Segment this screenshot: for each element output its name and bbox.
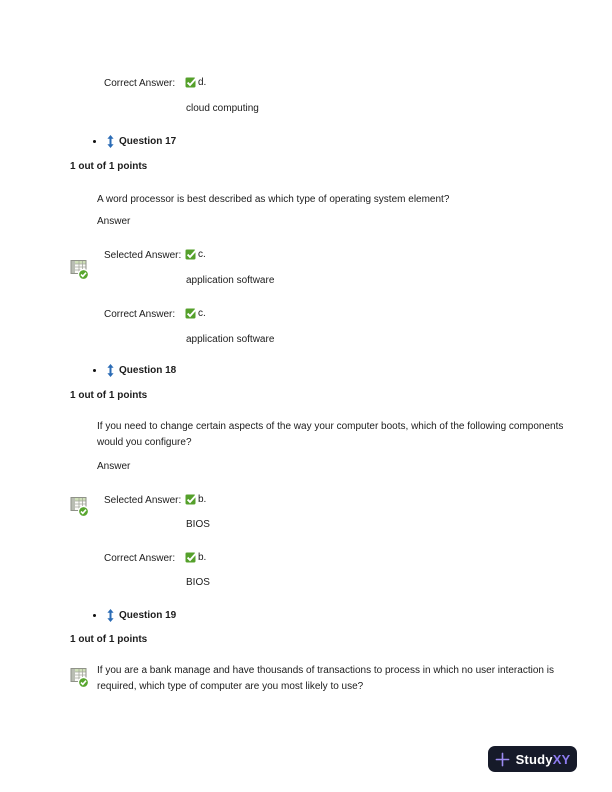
correct-answer-value (185, 551, 206, 563)
checkbox-checked-icon (185, 249, 197, 260)
correct-answer-value (185, 307, 206, 319)
points-label: 1 out of 1 points (70, 634, 148, 645)
question-text: If you are a bank manage and have thousands of transactions to process in which no user interaction is required, which type of computer are you most likely to use? (97, 665, 554, 692)
selected-answer-letter: b. (198, 493, 207, 505)
correct-answer-letter: c. (198, 307, 206, 319)
selected-answer-label: Selected Answer: (104, 495, 182, 506)
checkbox-checked-icon (185, 552, 197, 563)
question-text: If you need to change certain aspects of the way your computer boots, which of the following components would you configure? (97, 421, 564, 448)
brand-name-primary: Study (515, 751, 553, 767)
brand-name (516, 752, 571, 767)
question-correct-icon (70, 666, 90, 689)
selected-answer-text: application software (186, 275, 275, 286)
move-vertical-icon (107, 364, 114, 377)
answer-label: Answer (97, 216, 131, 227)
move-vertical-icon (107, 609, 114, 622)
selected-answer-value (185, 248, 206, 260)
checkbox-checked-icon (185, 308, 197, 319)
brand-name-accent: XY (552, 751, 571, 767)
correct-answer-letter: b. (198, 551, 207, 563)
answer-label: Answer (97, 461, 131, 472)
list-bullet (93, 140, 96, 143)
correct-answer-text: BIOS (186, 577, 210, 588)
question-title: Question 18 (119, 364, 177, 376)
question-text: A word processor is best described as which type of operating system element? (97, 194, 450, 205)
checkbox-checked-icon (185, 77, 197, 88)
question-header (93, 134, 176, 148)
correct-answer-letter: d. (198, 76, 207, 88)
correct-answer-value (185, 76, 206, 88)
correct-answer-label: Correct Answer: (104, 553, 176, 564)
points-label: 1 out of 1 points (70, 161, 148, 172)
question-correct-icon (70, 258, 90, 281)
question-title: Question 17 (119, 135, 177, 147)
list-bullet (93, 369, 96, 372)
list-bullet (93, 614, 96, 617)
correct-answer-text: cloud computing (186, 103, 259, 114)
selected-answer-label: Selected Answer: (104, 250, 182, 261)
checkbox-checked-icon (185, 494, 197, 505)
plus-icon (495, 752, 510, 767)
studyxy-badge[interactable] (488, 746, 577, 772)
question-header (93, 608, 176, 622)
selected-answer-value (185, 493, 206, 505)
move-vertical-icon (107, 135, 114, 148)
question-title: Question 19 (119, 609, 177, 621)
points-label: 1 out of 1 points (70, 390, 148, 401)
correct-answer-label: Correct Answer: (104, 78, 176, 89)
correct-answer-text: application software (186, 334, 275, 345)
selected-answer-letter: c. (198, 248, 206, 260)
correct-answer-label: Correct Answer: (104, 309, 176, 320)
selected-answer-text: BIOS (186, 519, 210, 530)
question-header (93, 363, 176, 377)
question-correct-icon (70, 495, 90, 518)
